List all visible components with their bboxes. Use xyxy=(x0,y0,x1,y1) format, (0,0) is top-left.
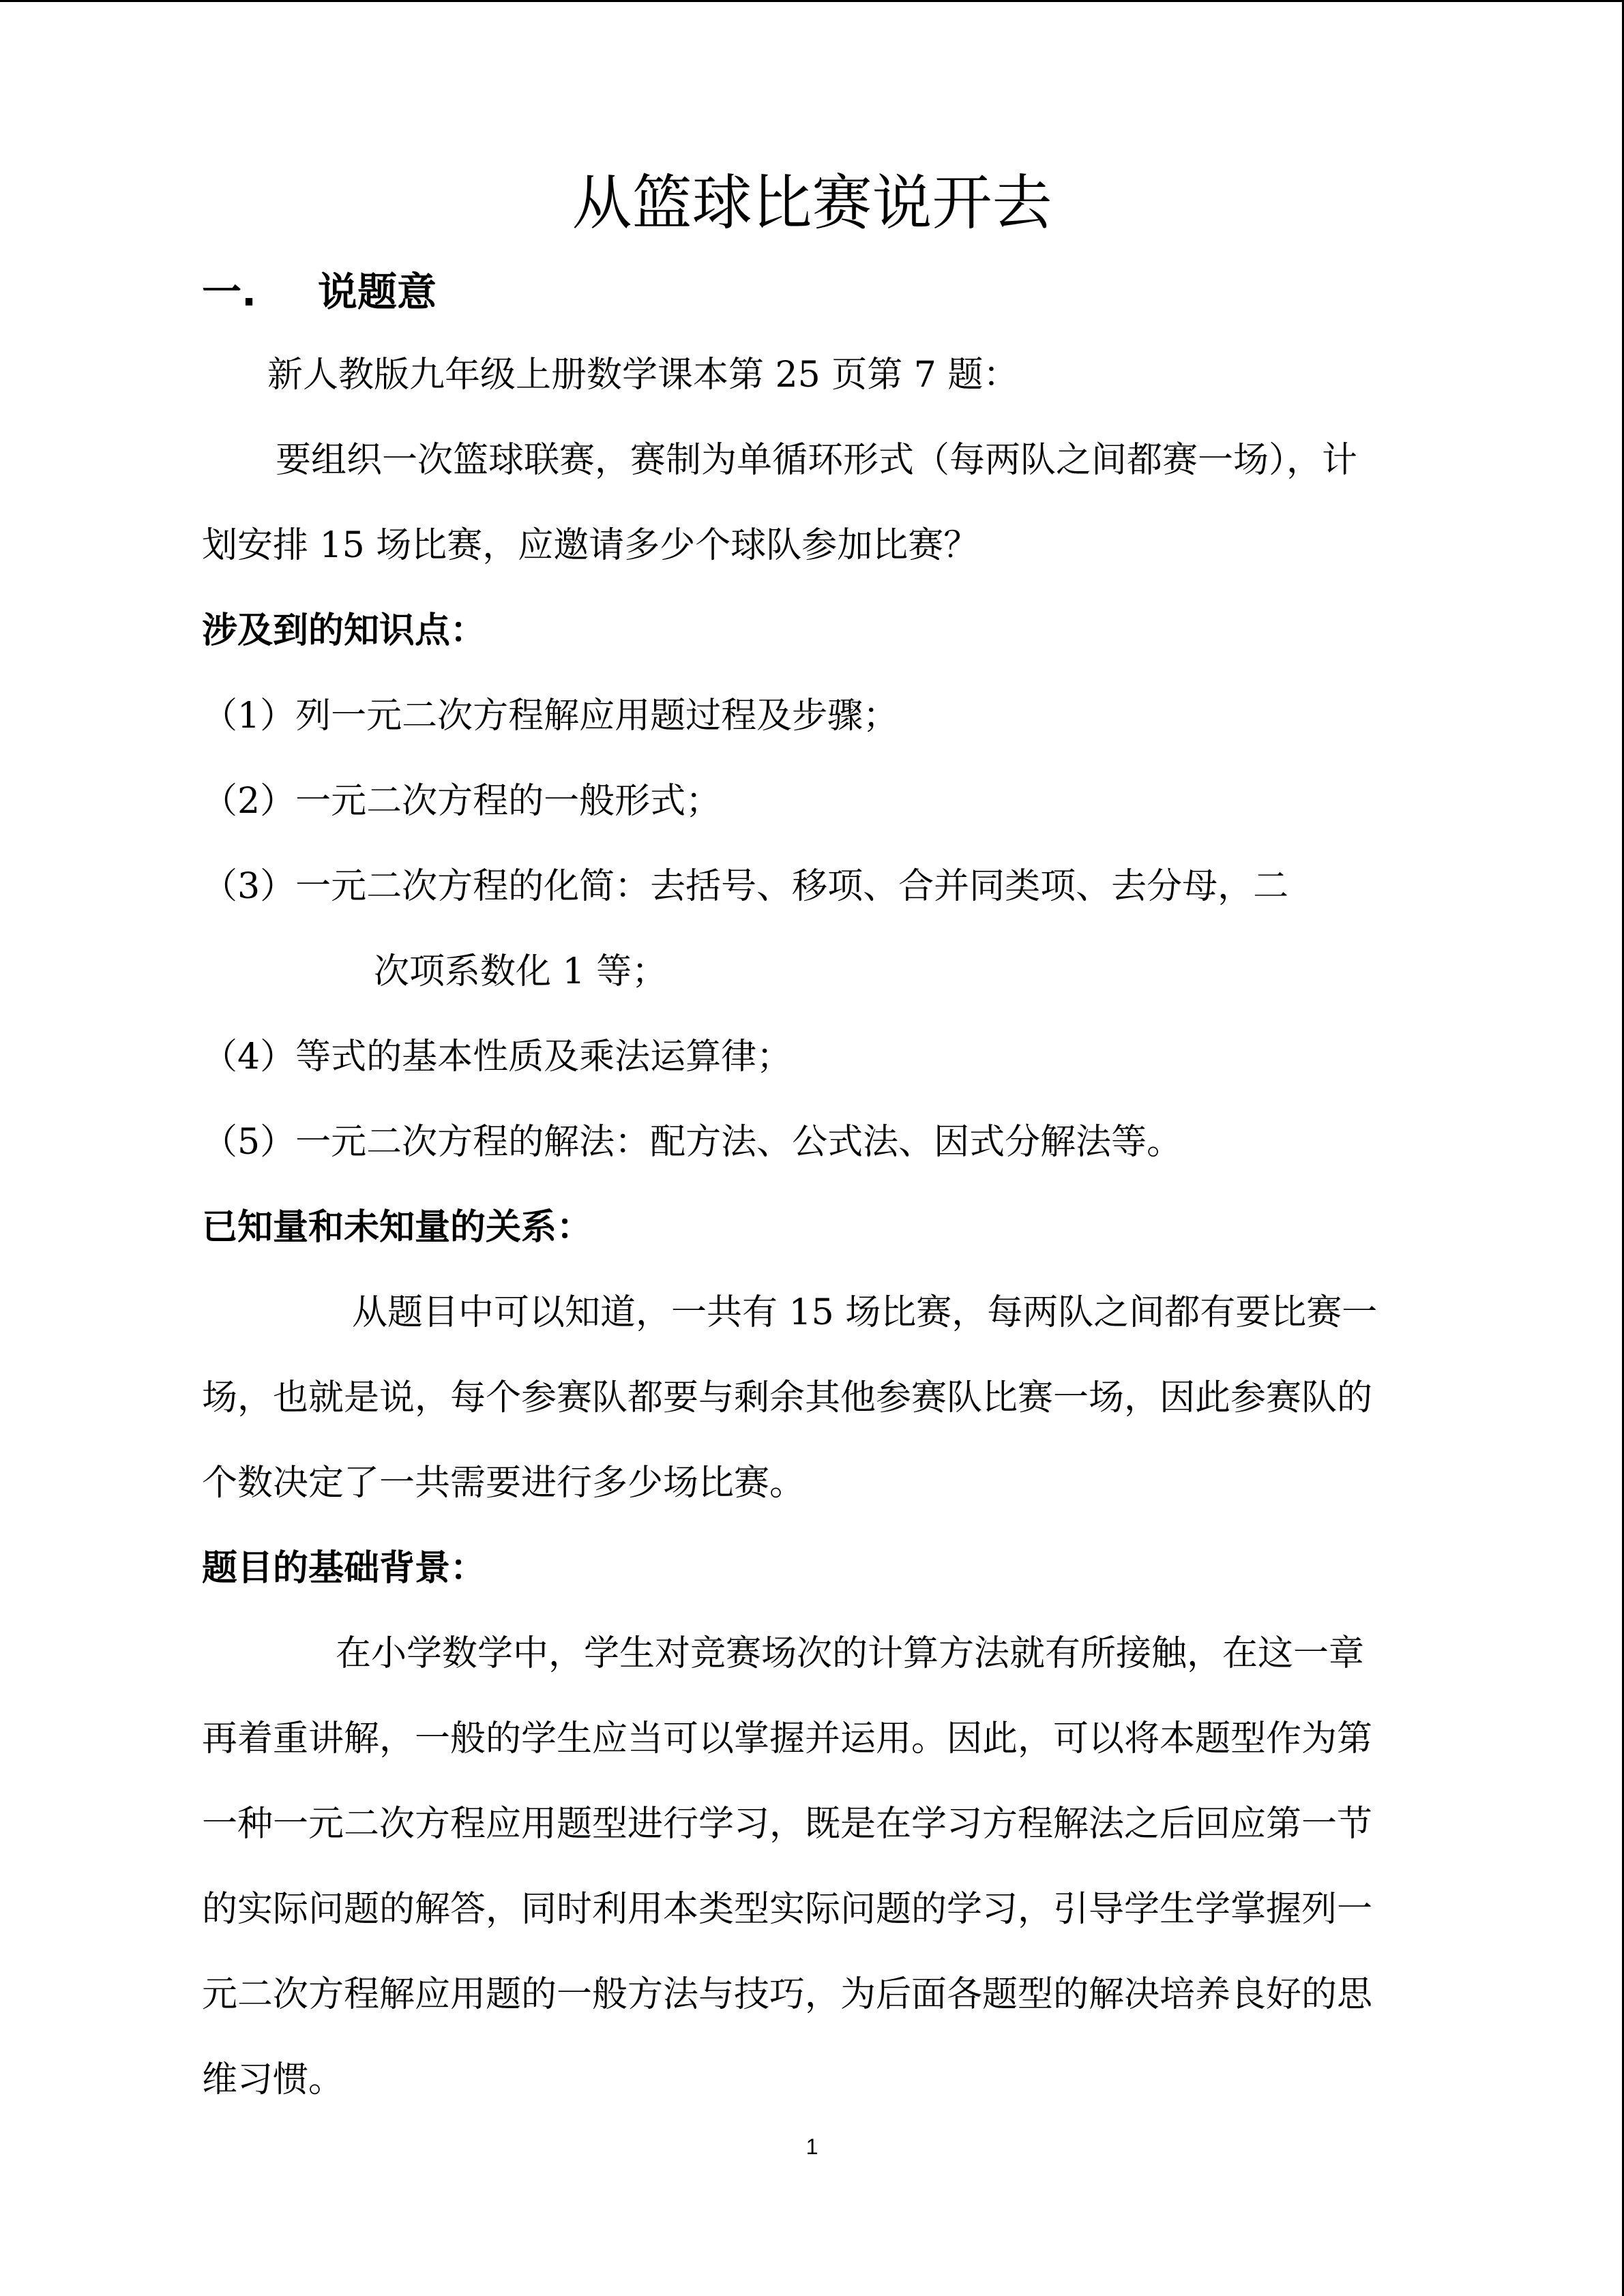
knowledge-item-2: （2）一元二次方程的一般形式； xyxy=(202,781,722,822)
background-line-4: 的实际问题的解答，同时利用本类型实际问题的学习，引导学生学掌握列一 xyxy=(202,1889,1373,1930)
page-number: 1 xyxy=(806,2134,818,2159)
relation-line-3: 个数决定了一共需要进行多少场比赛。 xyxy=(202,1463,806,1504)
problem-line-2: 划安排 15 场比赛，应邀请多少个球队参加比赛？ xyxy=(202,525,979,566)
section-heading-text: 说题意 xyxy=(318,269,437,315)
background-line-2: 再着重讲解，一般的学生应当可以掌握并运用。因此，可以将本题型作为第 xyxy=(202,1718,1373,1759)
background-line-1: 在小学数学中，学生对竞赛场次的计算方法就有所接触，在这一章 xyxy=(336,1633,1365,1674)
knowledge-item-5: （5）一元二次方程的解法：配方法、公式法、因式分解法等。 xyxy=(202,1122,1183,1163)
relation-heading: 已知量和未知量的关系： xyxy=(202,1207,593,1248)
page-border-top xyxy=(0,0,1624,2)
source-line: 新人教版九年级上册数学课本第 25 页第 7 题： xyxy=(267,355,1019,396)
problem-line-1: 要组织一次篮球联赛，赛制为单循环形式（每两队之间都赛一场），计 xyxy=(276,440,1358,481)
background-line-5: 元二次方程解应用题的一般方法与技巧，为后面各题型的解决培养良好的思 xyxy=(202,1974,1373,2015)
section-number: 一. xyxy=(202,269,257,315)
knowledge-item-1: （1）列一元二次方程解应用题过程及步骤； xyxy=(202,696,899,736)
background-line-3: 一种一元二次方程应用题型进行学习，既是在学习方程解法之后回应第一节 xyxy=(202,1804,1373,1845)
section-heading-1 xyxy=(202,258,437,326)
background-line-6: 维习惯。 xyxy=(202,2059,344,2100)
knowledge-heading: 涉及到的知识点： xyxy=(202,610,486,651)
relation-line-2: 场，也就是说，每个参赛队都要与剩余其他参赛队比赛一场，因此参赛队的 xyxy=(202,1377,1373,1418)
relation-line-1: 从题目中可以知道，一共有 15 场比赛，每两队之间都有要比赛一 xyxy=(352,1292,1378,1333)
knowledge-item-4: （4）等式的基本性质及乘法运算律； xyxy=(202,1037,793,1077)
knowledge-item-3: （3）一元二次方程的化简：去括号、移项、合并同类项、去分母，二 xyxy=(202,866,1289,907)
background-heading: 题目的基础背景： xyxy=(202,1548,486,1589)
document-title: 从篮球比赛说开去 xyxy=(572,168,1052,238)
knowledge-item-3-continued: 次项系数化 1 等； xyxy=(374,951,668,992)
